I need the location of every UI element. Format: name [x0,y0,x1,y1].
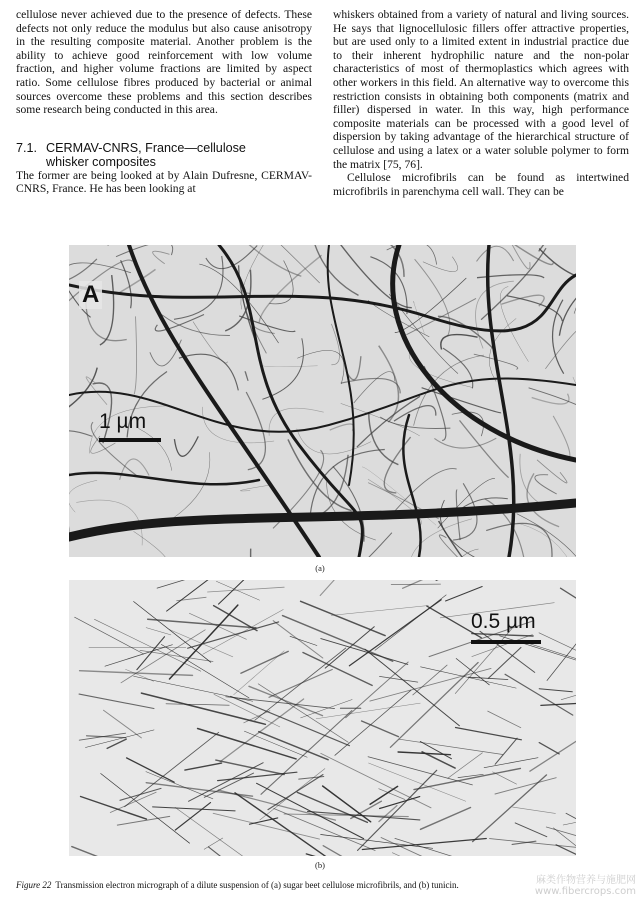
scale-bar-a [99,438,161,442]
figure-caption [16,880,536,891]
caption-text: Transmission electron micrograph of a dilute suspension of (a) sugar beet cellulose microfibrils, and (b) tunicin. [55,880,459,890]
right-column [333,8,629,198]
left-paragraph-1: cellulose never achieved due to the presence of defects. These defects not only reduce the modulus but also cause anisotropy in the resulting composite material. Another problem is the ability to achieve good reinforcement with low volume fraction, and higher volume fractions are limited by aspect ratio. Some cellulose fibres produced by bacterial or animal sources overcome these problems and this section describes some research being conducted in this area. [16,8,312,117]
section-title-line2: whisker composites [46,154,156,169]
watermark-line1: 麻类作物营养与施肥网 [536,875,636,886]
micrograph-a [69,245,576,557]
right-paragraph-2: Cellulose microfibrils can be found as intertwined microfibrils in parenchyma cell wall. They can be [333,171,629,198]
site-watermark [535,875,636,897]
microfibril-network-image [69,245,576,557]
panel-a-letter: A [79,281,102,309]
panel-b-label: (b) [315,860,325,870]
scale-bar-b [471,640,541,644]
section-title-line1: CERMAV-CNRS, France—cellulose [46,140,246,155]
section-heading [16,141,312,169]
micrograph-b [69,580,576,856]
right-paragraph-1: whiskers obtained from a variety of natural and living sources. He says that lignocellulosic fillers offer attractive properties, but are used only to a limited extent in industrial practice due to their inherent hydrophilic nature and the non-polar characteristics of most of thermoplastics which agrees with other workers in this field. An alternative way to overcome this restriction consists in obtaining both components (matrix and filler) dispersed in water. In this way, high performance composite materials can be processed with a good level of dispersion by taking advantage of the hierarchical structure of cellulose and using a latex or a water soluble polymer to form the matrix [75, 76]. [333,8,629,171]
left-column [16,8,312,196]
panel-a-label: (a) [315,563,325,573]
section-number: 7.1. [16,140,38,155]
figure-number: Figure 22 [16,880,52,890]
scale-label-a: 1 µm [99,410,147,433]
left-paragraph-2: The former are being looked at by Alain Dufresne, CERMAV-CNRS, France. He has been looking at [16,168,312,196]
watermark-line2: www.fibercrops.com [534,886,636,897]
scale-label-b: 0.5 µm [471,610,536,633]
